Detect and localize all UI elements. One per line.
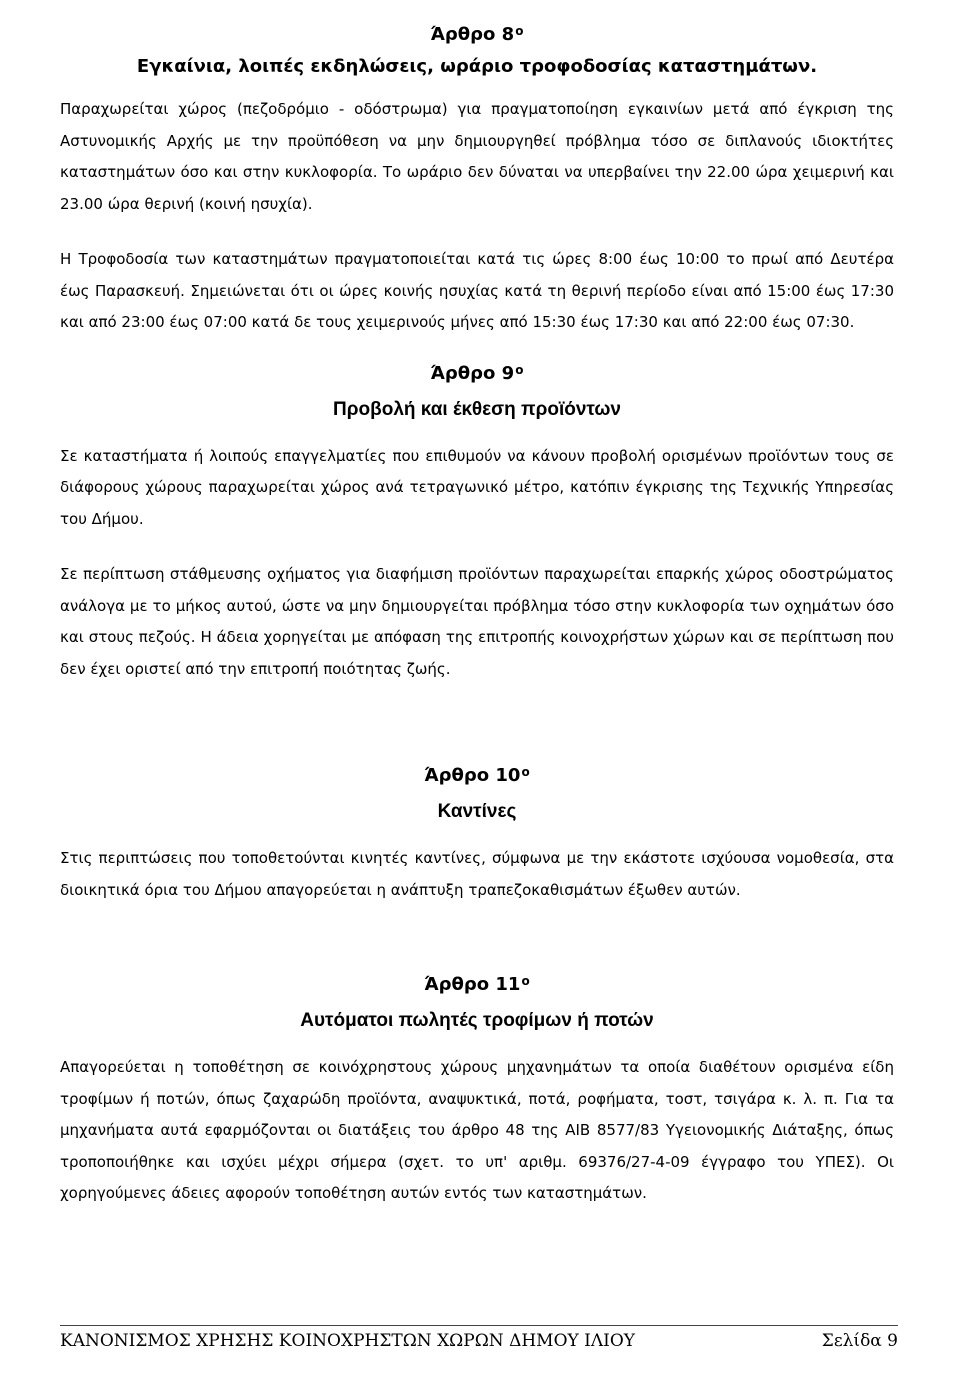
- article-9-paragraph-2: Σε περίπτωση στάθμευσης οχήματος για διαφήμιση προϊόντων παραχωρείται επαρκής χώρος οδοστρώματος ανάλογα με το μήκος αυτού, ώστε να μην δημιουργείται πρόβλημα τόσο στην κυκλοφορία των οχημάτων όσο και στους πεζούς. Η άδεια χορηγείται με απόφαση της επιτροπής κοινοχρήστων χώρων και σε περίπτωση που δεν έχει οριστεί από την επιτροπή ποιότητας ζωής.: [60, 565, 894, 678]
- footer-document-title: ΚΑΝΟΝΙΣΜΟΣ ΧΡΗΣΗΣ ΚΟΙΝΟΧΡΗΣΤΩΝ ΧΩΡΩΝ ΔΗΜΟΥ ΙΛΙΟΥ: [60, 1331, 636, 1351]
- article-11-heading-sup: ο: [521, 974, 530, 988]
- article-9-heading: [60, 361, 894, 387]
- article-10-heading-sup: ο: [521, 765, 530, 779]
- article-8-heading: [60, 22, 894, 48]
- article-8-paragraph-2: Η Τροφοδοσία των καταστημάτων πραγματοποιείται κατά τις ώρες 8:00 έως 10:00 το πρωί από Δευτέρα έως Παρασκευή. Σημειώνεται ότι οι ώρες κοινής ησυχίας κατά τη θερινή περίοδο είναι από 15:00 έως 17:30 και από 23:00 έως 07:00 κατά δε τους χειμερινούς μήνες από 15:30 έως 17:30 και από 22:00 έως 07:30.: [60, 250, 894, 331]
- article-9-heading-text: Άρθρο 9: [430, 362, 515, 384]
- article-8-heading-sup: ο: [515, 24, 524, 38]
- article-11-title: Αυτόματοι πωλητές τροφίμων ή ποτών: [300, 1010, 654, 1031]
- article-11-heading: [60, 972, 894, 998]
- footer-page-number: Σελίδα 9: [821, 1331, 898, 1351]
- article-8-title: Εγκαίνια, λοιπές εκδηλώσεις, ωράριο τροφοδοσίας καταστημάτων.: [136, 56, 818, 77]
- article-9-heading-sup: ο: [515, 362, 524, 377]
- article-10-paragraph-1: Στις περιπτώσεις που τοποθετούνται κινητές καντίνες, σύμφωνα με την εκάστοτε ισχύουσα νομοθεσία, στα διοικητικά όρια του Δήμου απαγορεύεται η ανάπτυξη τραπεζοκαθισμάτων έξωθεν αυτών.: [60, 849, 894, 899]
- article-10-title: Καντίνες: [437, 801, 517, 822]
- article-9-title: Προβολή και έκθεση προϊόντων: [333, 398, 621, 420]
- article-11-heading-text: Άρθρο 11: [424, 974, 521, 995]
- article-10-heading: [60, 763, 894, 789]
- article-8-paragraph-1: Παραχωρείται χώρος (πεζοδρόμιο - οδόστρωμα) για πραγματοποίηση εγκαινίων μετά από έγκριση της Αστυνομικής Αρχής με την προϋπόθεση να μην δημιουργηθεί πρόβλημα τόσο σε διπλανούς ιδιοκτήτες καταστημάτων όσο και στην κυκλοφορία. Το ωράριο δεν δύναται να υπερβαίνει την 22.00 ώρα χειμερινή και 23.00 ώρα θερινή (κοινή ησυχία).: [60, 100, 894, 213]
- article-10-heading-text: Άρθρο 10: [424, 765, 521, 786]
- article-11-paragraph-1: Απαγορεύεται η τοποθέτηση σε κοινόχρηστους χώρους μηχανημάτων τα οποία διαθέτουν ορισμένα είδη τροφίμων ή ποτών, όπως ζαχαρώδη προϊόντα, αναψυκτικά, ποτά, ροφήματα, τοστ, τσιγάρα κ. λ. π. Για τα μηχανήματα αυτά εφαρμόζονται οι διατάξεις του άρθρο 48 της ΑΙΒ 8577/83 Υγειονομικής Διάταξης, όπως τροποποιήθηκε και ισχύει μέχρι σήμερα (σχετ. το υπ' αριθμ. 69376/27-4-09 έγγραφο του ΥΠΕΣ). Οι χορηγούμενες άδειες αφορούν τοποθέτηση αυτών εντός των καταστημάτων.: [60, 1058, 894, 1202]
- page-footer: [60, 1325, 898, 1355]
- article-8-heading-text: Άρθρο 8: [430, 24, 515, 45]
- article-9-paragraph-1: Σε καταστήματα ή λοιπούς επαγγελματίες που επιθυμούν να κάνουν προβολή ορισμένων προϊόντων τους σε διάφορους χώρους παραχωρείται χώρος ανά τετραγωνικό μέτρο, κατόπιν έγκρισης της Τεχνικής Υπηρεσίας του Δήμου.: [60, 446, 894, 528]
